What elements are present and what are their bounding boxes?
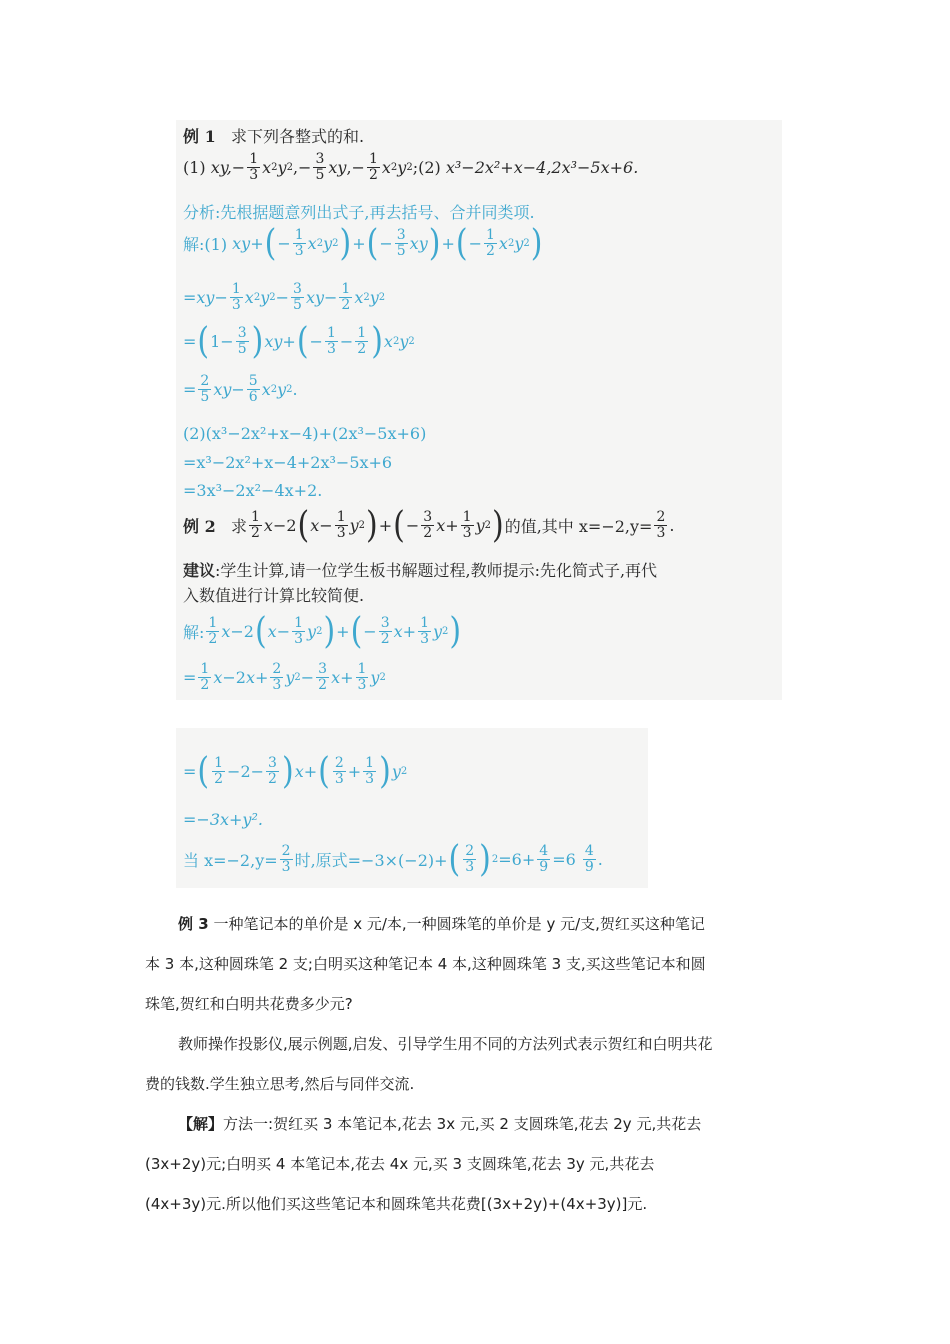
- example2-solution-line1: 解: $\frac{1}{2}$ x −2 ( x − $\frac{1}{3}$ y 2 ) + ( − $\frac{3}{2}$ x + $\frac{1}{3}$ y 2 ): [183, 609, 462, 652]
- example1-heading: 例 1 求下列各整式的和.: [183, 127, 365, 146]
- example2-advice-cont: 入数值进行计算比较简便.: [183, 586, 365, 605]
- example1-part2-line2: =x³−2x²+x−4+2x³−5x+6: [183, 453, 393, 472]
- example1-solution-line1: 解:(1) xy + ( − $\frac{1}{3}$ x 2 y 2 ) + ( − $\frac{3}{5}$ xy ) + ( − $\frac{1}{2}$ x 2 y 2 ): [183, 221, 543, 264]
- example2-evaluation: 当 x=−2,y= $\frac{2}{3}$ 时,原式=−3×(−2)+ ( $\frac{2}{3}$ ) 2 =6+ $\frac{4}{9}$ =6 $\frac{4}{9}$ .: [183, 837, 603, 880]
- example2-solution-line3: = ( $\frac{1}{2}$ −2− $\frac{3}{2}$ ) x + ( $\frac{2}{3}$ + $\frac{1}{3}$ ) y 2: [183, 749, 408, 792]
- example1-solution-line4: = $\frac{2}{5}$ xy − $\frac{5}{6}$ x 2 y 2 .: [183, 373, 298, 405]
- example2-advice: 建议 :学生计算,请一位学生板书解题过程,教师提示:先化简式子,再代: [183, 561, 658, 580]
- example1-part2-line3: =3x³−2x²−4x+2.: [183, 481, 323, 500]
- example1-problem: (1) xy,− $\frac{1}{3}$ x 2 y 2 ,− $\frac{3}{5}$ xy ,− $\frac{1}{2}$ x 2 y 2 ; (2) x³−2x²+x−4,2x³−5x+6.: [183, 151, 639, 183]
- example2-prompt: 例 2 求 $\frac{1}{2}$ x −2 ( x − $\frac{1}{3}$ y 2 ) + ( − $\frac{3}{2}$ x + $\frac{1}{3}$ y 2 ) 的值,其中 x=−2,y= $\frac{2}{3}$ .: [183, 503, 675, 546]
- example2-result: =−3x+y².: [183, 810, 263, 829]
- example1-solution-line2: = xy − $\frac{1}{3}$ x 2 y 2 − $\frac{3}{5}$ xy − $\frac{1}{2}$ x 2 y 2: [183, 281, 386, 313]
- example1-solution-line3: = ( 1− $\frac{3}{5}$ ) xy + ( − $\frac{1}{3}$ − $\frac{1}{2}$ ) x 2 y 2: [183, 319, 415, 362]
- example3-paragraph: 例 3 一种笔记本的单价是 x 元/本,一种圆珠笔的单价是 y 元/支,贺红买这种笔记 本 3 本,这种圆珠笔 2 支;白明买这种笔记本 4 本,这种圆珠笔 3 支,买这些笔记本和圆 珠笔,贺红和白明共花费多少元? 教师操作投影仪,展示例题,启发、引导学生用不同的方法列式表示贺红和白明共花 费的钱数.学生独立思考,然后与同伴交流. 【解】方法一:贺红买 3 本笔记本,花去 3x 元,买 2 支圆珠笔,花去 2y 元,共花去 (3x+2y)元;白明买 4 本笔记本,花去 4x 元,买 3 支圆珠笔,花去 3y 元,共花去 (4x+3y)元.所以他们买这些笔记本和圆珠笔共花费[(3x+2y)+(4x+3y)]元.: [145, 915, 713, 1213]
- example1-analysis: 分析:先根据题意列出式子,再去括号、合并同类项.: [183, 203, 535, 222]
- example2-solution-line2: = $\frac{1}{2}$ x −2 x + $\frac{2}{3}$ y 2 − $\frac{3}{2}$ x + $\frac{1}{3}$ y 2: [183, 661, 386, 693]
- example1-part2-line1: (2)(x³−2x²+x−4)+(2x³−5x+6): [183, 424, 427, 443]
